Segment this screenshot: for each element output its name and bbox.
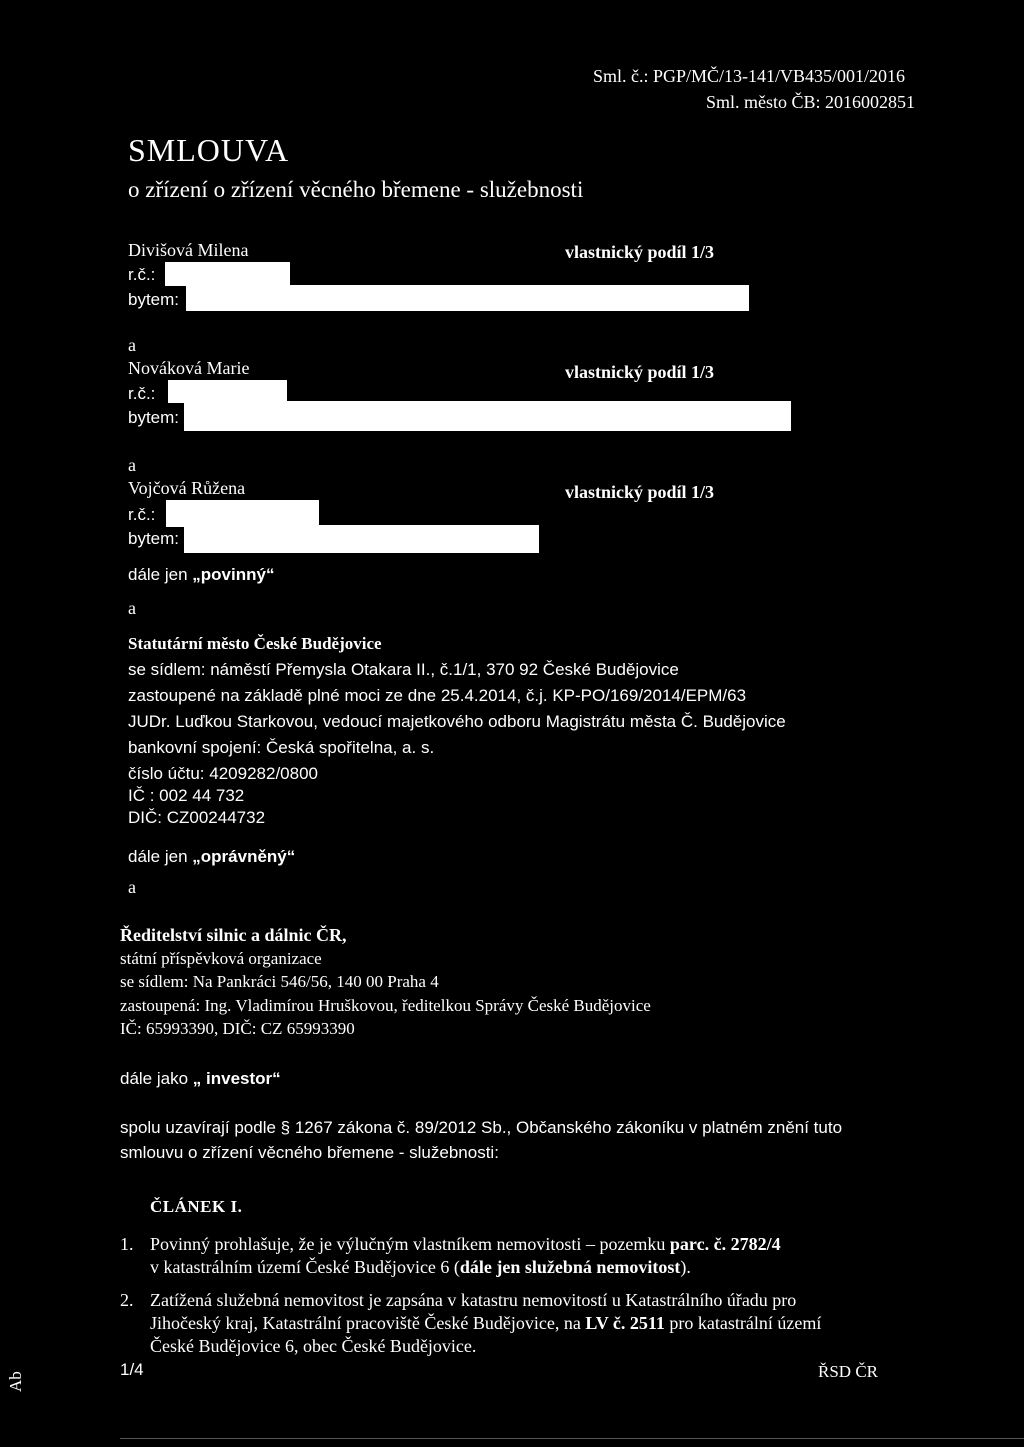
item-1-number: 1. (120, 1234, 134, 1254)
owner-1-addr-label: bytem: (128, 290, 180, 309)
obliged-label (128, 565, 274, 585)
obliged-term: „povinný“ (192, 565, 275, 584)
page-number: 1/4 (120, 1360, 144, 1379)
city-ic: IČ : 002 44 732 (128, 786, 245, 805)
document-title: SMLOUVA (128, 132, 290, 168)
item-2-lv: LV č. 2511 (585, 1313, 665, 1333)
investor-seat: se sídlem: Na Pankráci 546/56, 140 00 Praha 4 (120, 972, 439, 991)
city-name: Statutární město České Budějovice (128, 634, 382, 653)
investor-role-prefix: dále jako (120, 1069, 193, 1088)
and-text: a (128, 455, 136, 475)
owner-3-rc-label: r.č.: (128, 505, 156, 524)
item-1-line-1 (150, 1234, 781, 1255)
obliged-prefix: dále jen (128, 565, 193, 584)
redaction-box (165, 262, 290, 286)
item-2-text-2: pro katastrální území (664, 1313, 822, 1333)
contract-number: Sml. č.: PGP/MČ/13-141/VB435/001/2016 (593, 66, 906, 86)
item-1-text: Povinný prohlašuje, že je výlučným vlastníkem nemovitosti – pozemku (150, 1234, 670, 1254)
item-1-line-2 (150, 1257, 691, 1278)
document-subtitle: o zřízení o zřízení věcného břemene - služebnosti (128, 177, 584, 202)
footer-org: ŘSD ČR (818, 1362, 878, 1381)
city-bank: bankovní spojení: Česká spořitelna, a. s. (128, 738, 435, 757)
item-1-term: dále jen služebná nemovitost (459, 1257, 681, 1277)
owner-2-addr-label: bytem: (128, 408, 180, 427)
city-representation: zastoupené na základě plné moci ze dne 25.4.2014, č.j. KP-PO/169/2014/EPM/63 (128, 686, 747, 705)
city-seat: se sídlem: náměstí Přemysla Otakara II., č.1/1, 370 92 České Budějovice (128, 660, 679, 679)
owner-1-rc-label: r.č.: (128, 265, 156, 284)
and-text: a (128, 877, 136, 897)
item-1-text-3: ). (680, 1257, 691, 1277)
investor-name: Ředitelství silnic a dálnic ČR, (120, 925, 347, 945)
city-representative: JUDr. Luďkou Starkovou, vedoucí majetkového odboru Magistrátu města Č. Budějovice (128, 712, 786, 731)
item-2-line-1: Zatížená služebná nemovitost je zapsána v katastru nemovitostí u Katastrálního úřadu pro (150, 1290, 797, 1310)
investor-representative: zastoupená: Ing. Vladimírou Hruškovou, ředitelkou Správy České Budějovice (120, 996, 651, 1015)
item-2-line-3: České Budějovice 6, obec České Budějovice. (150, 1336, 477, 1356)
investor-role-term: „ investor“ (192, 1069, 281, 1088)
redaction-box (184, 401, 791, 431)
owner-1-share: vlastnický podíl 1/3 (565, 242, 715, 262)
owner-3-share: vlastnický podíl 1/3 (565, 482, 715, 502)
and-text: a (128, 335, 136, 355)
investor-ids: IČ: 65993390, DIČ: CZ 65993390 (120, 1019, 355, 1038)
city-contract-number: Sml. město ČB: 2016002851 (706, 92, 916, 112)
redaction-box (184, 525, 539, 553)
redaction-box (166, 500, 319, 527)
and-text: a (128, 598, 136, 618)
owner-2-share: vlastnický podíl 1/3 (565, 362, 715, 382)
entitled-term: „oprávněný“ (192, 847, 296, 866)
redaction-box (186, 285, 749, 311)
owner-3-name: Vojčová Růžena (128, 478, 246, 498)
item-2-number: 2. (120, 1290, 134, 1310)
intro-line-2: smlouvu o zřízení věcného břemene - služebnosti: (120, 1143, 499, 1162)
item-2-line-2 (150, 1313, 821, 1334)
entitled-label (128, 847, 295, 867)
item-2-text: Jihočeský kraj, Katastrální pracoviště České Budějovice, na (150, 1313, 586, 1333)
owner-2-rc-label: r.č.: (128, 384, 156, 403)
owner-3-addr-label: bytem: (128, 529, 180, 548)
bottom-divider (120, 1438, 1024, 1439)
investor-org-type: státní příspěvková organizace (120, 949, 322, 968)
handwritten-initials: Ab (6, 1371, 25, 1392)
owner-2-name: Nováková Marie (128, 358, 250, 378)
city-account: číslo účtu: 4209282/0800 (128, 764, 318, 783)
item-1-parcel: parc. č. 2782/4 (669, 1234, 781, 1254)
entitled-prefix: dále jen (128, 847, 193, 866)
investor-role-label (120, 1069, 281, 1089)
city-dic: DIČ: CZ00244732 (128, 808, 266, 827)
article-heading: ČLÁNEK I. (150, 1197, 243, 1216)
item-1-text-2: v katastrálním území České Budějovice 6 ( (150, 1257, 460, 1277)
intro-line-1: spolu uzavírají podle § 1267 zákona č. 89/2012 Sb., Občanského zákoníku v platném znění tuto (120, 1118, 843, 1137)
redaction-box (168, 380, 287, 403)
owner-1-name: Divišová Milena (128, 240, 249, 260)
